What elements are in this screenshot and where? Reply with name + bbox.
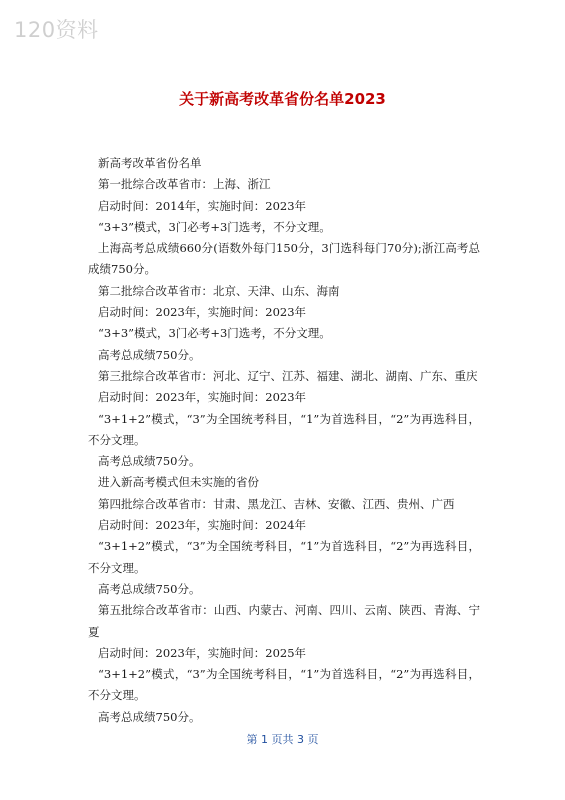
paragraph: “3+1+2”模式，“3”为全国统考科目，“1”为首选科目，“2”为再选科目，不分文理。 [88, 539, 480, 575]
paragraph: 高考总成绩750分。 [98, 709, 201, 724]
paragraph: 新高考改革省份名单 [98, 156, 202, 170]
paragraph: 上海高考总成绩660分(语数外每门150分，3门选科每门70分);浙江高考总成绩750分。 [88, 241, 480, 277]
page-number-footer: 第 1 页共 3 页 [246, 733, 319, 746]
paragraph: 启动时间：2023年，实施时间：2024年 [98, 518, 307, 533]
paragraph: 进入新高考模式但未实施的省份 [98, 475, 259, 490]
paragraph: 第五批综合改革省市：山西、内蒙古、河南、四川、云南、陕西、青海、宁夏 [88, 603, 480, 639]
paragraph: 启动时间：2014年，实施时间：2023年 [98, 198, 307, 213]
paragraph: 第二批综合改革省市：北京、天津、山东、海南 [98, 283, 340, 298]
paragraph: 启动时间：2023年，实施时间：2025年 [98, 645, 307, 660]
paragraph: 第三批综合改革省市：河北、辽宁、江苏、福建、湖北、湖南、广东、重庆 [98, 368, 478, 383]
paragraph: 启动时间：2023年，实施时间：2023年 [98, 390, 307, 405]
watermark-logo: 120资料 [14, 18, 99, 42]
document-body [88, 153, 480, 728]
paragraph: “3+1+2”模式，“3”为全国统考科目，“1”为首选科目，“2”为再选科目，不分文理。 [88, 667, 480, 703]
paragraph: “3+1+2”模式，“3”为全国统考科目，“1”为首选科目，“2”为再选科目，不分文理。 [88, 411, 480, 447]
paragraph: 第一批综合改革省市：上海、浙江 [98, 177, 271, 192]
paragraph: 启动时间：2023年，实施时间：2023年 [98, 305, 307, 320]
document-title: 关于新高考改革省份名单2023 [179, 90, 386, 108]
paragraph: “3+3”模式，3门必考+3门选考，不分文理。 [98, 326, 331, 341]
paragraph: “3+3”模式，3门必考+3门选考，不分文理。 [98, 219, 331, 234]
paragraph: 高考总成绩750分。 [98, 581, 201, 596]
paragraph: 高考总成绩750分。 [98, 454, 201, 469]
paragraph: 第四批综合改革省市：甘肃、黑龙江、吉林、安徽、江西、贵州、广西 [98, 496, 455, 511]
paragraph: 高考总成绩750分。 [98, 347, 201, 362]
